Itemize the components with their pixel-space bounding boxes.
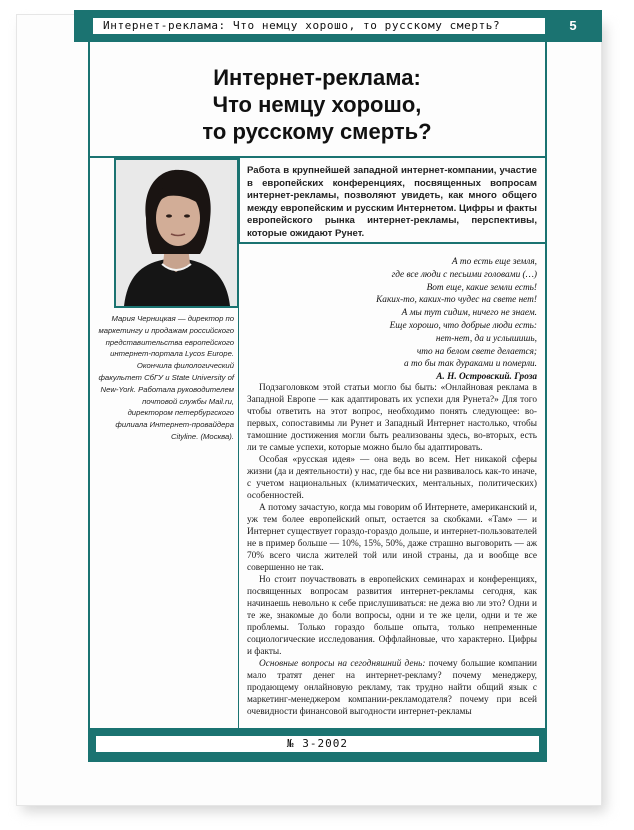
issue-number: № 3-2002 <box>287 737 348 750</box>
photo-caption: Мария Черницкая — директор по маркетингу и продажам российского представительства европейского интернет-портала Lycos Europe. Окончила филологический факультет СбГУ и State University of New-York. Работала руководителем почтовой службы Mail.ru, директором петербургского филиала Интернет-провайдера Cityline. (Москва). <box>98 314 234 441</box>
epigraph-line: А мы тут сидим, ничего не знаем. <box>401 308 537 319</box>
running-header-box <box>91 16 547 36</box>
body-paragraph <box>247 658 537 718</box>
portrait-image <box>116 160 237 306</box>
body-paragraph-rest: почему большие компании мало тратят денег на интернет-рекламу? почему менеджеру, продающему онлайновую рекламу, так трудно найти общий язык с маркетинг-менеджером компании-рекламодателя? почему при всей очевидности финансовой выгодности интернет-рекламы <box>247 659 538 717</box>
page-number: 5 <box>569 18 577 33</box>
title-line-2: Что немцу хорошо, <box>212 92 422 117</box>
frame-right-rule <box>545 42 547 762</box>
epigraph-line: что на белом свете делается; <box>416 346 537 357</box>
photo-right-rule <box>238 158 240 242</box>
footer-box <box>94 734 541 754</box>
article-body <box>247 382 537 718</box>
body-italic-lead: Основные вопросы на сегодняшний день: <box>259 659 426 669</box>
epigraph-line: где все люди с песьими головами (…) <box>391 269 537 280</box>
body-paragraph: Но стоит поучаствовать в европейских семинарах и конференциях, посвященных вопросам развития интернет-рекламы сегодня, как начинаешь невольно к себе прислушиваться: не дежа вю ли это? Одни и те же, знакомые до боли вопросы, одни и те же цели, одни и те же проблемы. Только гораздо больше опыта, только непременные социологические исследования. Оффлайновые, что характерно. Цифры и факты. <box>247 575 537 657</box>
column-divider <box>238 242 239 762</box>
lead-paragraph: Работа в крупнейшей западной интернет-компании, участие в европейских конференциях, посвященных вопросам интернет-рекламы, позволяют увидеть, как много общего между европейским и русским Интернетом. Цифры и факты европейского рынка интернет-рекламы, перспективы, которые ожидают Рунет. <box>247 165 537 239</box>
epigraph-line: Еще хорошо, что добрые люди есть: <box>389 320 537 331</box>
epigraph-line: Вот еще, какие земли есть! <box>426 282 537 293</box>
title-line-1: Интернет-реклама: <box>213 65 421 90</box>
body-paragraph: Подзаголовком этой статьи могло бы быть: «Онлайновая реклама в Западной Европе — как адаптировать их успехи для Рунета?» Для того чтобы ответить на этот вопрос, необходимо понять следующее: во-первых, сопоставимы ли Рунет и Западный Интернет настолько, чтобы тамошние достижения могли быть реализованы здесь, во-вторых, есть ли те самые успехи, которые можно было бы адаптировать. <box>247 383 537 453</box>
running-header: Интернет-реклама: Что немцу хорошо, то русскому смерть? <box>103 19 501 32</box>
epigraph-author: А. Н. Островский. Гроза <box>436 372 537 383</box>
epigraph-line: Каких-то, каких-то чудес на свете нет! <box>376 295 537 306</box>
epigraph-line: нет-нет, да и услышишь, <box>435 333 537 344</box>
frame-left-rule <box>88 42 90 762</box>
epigraph-line: А то есть еще земля, <box>451 257 537 267</box>
body-paragraph: Особая «русская идея» — она ведь во всем. Нет никакой сферы жизни (да и деятельности) у нас, где бы все ни развивалось как-то иначе, с учетом национальных (климатических, ментальных, политических) особенностей. <box>247 455 537 501</box>
epigraph <box>262 256 537 384</box>
title-line-3: то русскому смерть? <box>202 119 432 144</box>
author-photo <box>116 160 237 306</box>
epigraph-line: а то бы так дураками и померли. <box>404 359 537 370</box>
article-title <box>92 64 542 145</box>
body-paragraph: А потому зачастую, когда мы говорим об Интернете, американский и, уж тем более европейский опыт, остается за скобками. «Там» — и Интернет существует гораздо-гораздо дольше, и интернет-пользователей не в пример больше — 10%, 15%, 50%, даже страшно выговорить — аж 70% всего числа жителей той или иной страны, да и вообще все совершенно не так. <box>247 503 537 573</box>
lead-bottom-rule <box>238 242 547 244</box>
